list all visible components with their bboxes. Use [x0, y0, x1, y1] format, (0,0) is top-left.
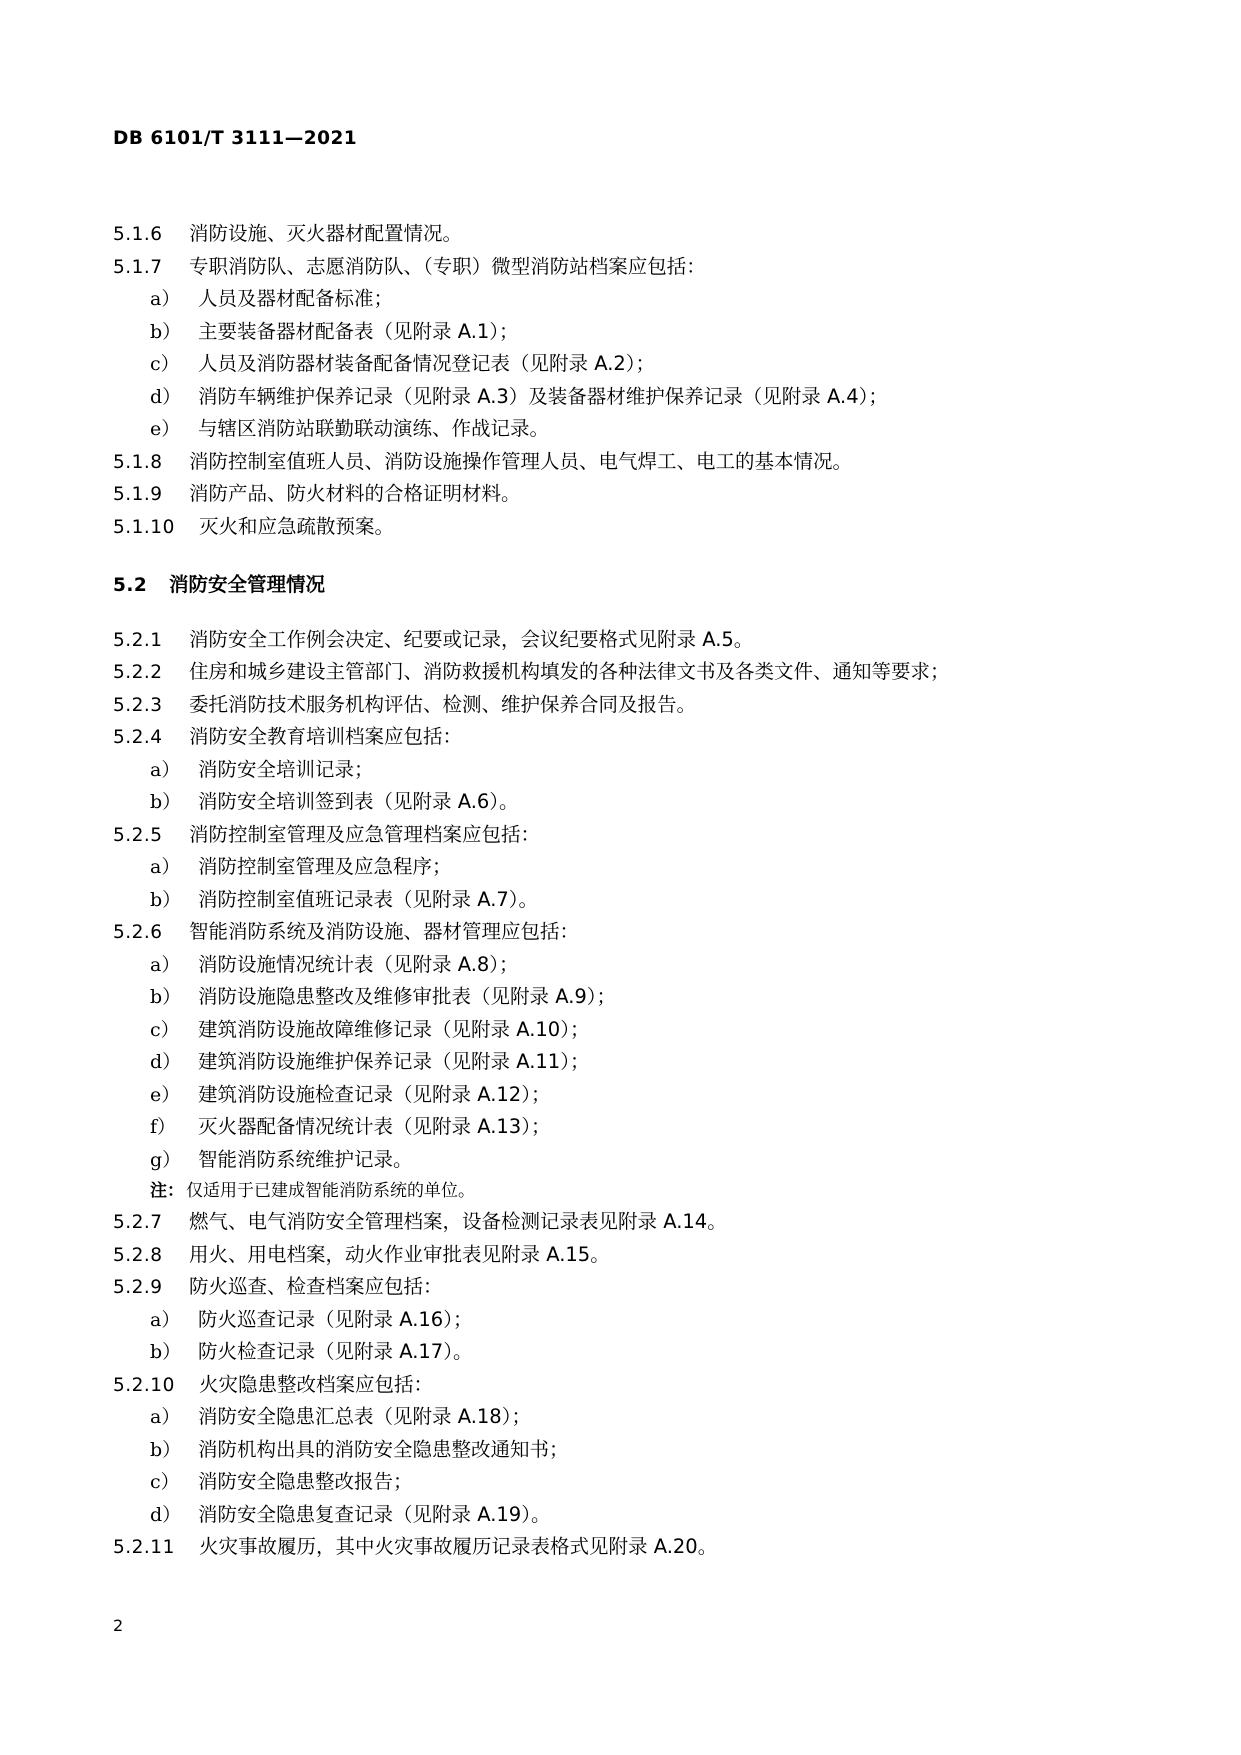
sub-item-label: b） [150, 320, 182, 343]
sub-item-text: 消防控制室值班记录表（见附录 A.7）。 [198, 887, 539, 911]
clause-number: 5.2.8 [113, 1244, 163, 1266]
clause-text: 火灾事故履历，其中火灾事故履历记录表格式见附录 A.20。 [199, 1535, 718, 1558]
clause-text: 消防控制室值班人员、消防设施操作管理人员、电气焊工、电工的基本情况。 [189, 449, 853, 473]
sub-item-text: 消防安全培训签到表（见附录 A.6）。 [198, 790, 519, 813]
clause-text: 消防产品、防火材料的合格证明材料。 [189, 482, 521, 505]
clause-text: 委托消防技术服务机构评估、检测、维护保养合同及报告。 [189, 692, 697, 716]
clause-number: 5.1.6 [113, 224, 163, 245]
sub-item-text: 建筑消防设施维护保养记录（见附录 A.11）； [198, 1050, 590, 1073]
clause-line [113, 478, 1133, 511]
clause-line [113, 1206, 1133, 1239]
sub-item-text: 建筑消防设施检查记录（见附录 A.12）； [198, 1082, 551, 1106]
sub-item [113, 851, 1133, 884]
sub-item-text: 消防设施隐患整改及维修审批表（见附录 A.9）； [198, 985, 617, 1008]
sub-item-text: 与辖区消防站联勤联动演练、作战记录。 [198, 417, 550, 440]
note-label: 注： [150, 1181, 184, 1201]
section-title: 消防安全管理情况 [169, 573, 326, 596]
sub-item [113, 1401, 1133, 1434]
sub-item-text: 主要装备器材配备表（见附录 A.1）； [198, 319, 519, 343]
sub-item [113, 1144, 1133, 1177]
clause-line [113, 1369, 1133, 1402]
clause-number: 5.1.9 [113, 484, 163, 505]
sub-item [113, 1304, 1133, 1337]
sub-item-label: b） [150, 1341, 182, 1363]
sub-item [113, 1466, 1133, 1499]
clause-number: 5.2.5 [113, 824, 163, 846]
sub-item-label: e） [150, 418, 181, 440]
sub-item-text: 消防车辆维护保养记录（见附录 A.3）及装备器材维护保养记录（见附录 A.4）； [198, 384, 888, 408]
clause-number: 5.1.8 [113, 451, 163, 473]
clause-text: 消防设施、灭火器材配置情况。 [189, 222, 463, 245]
clause-text: 智能消防系统及消防设施、器材管理应包括： [189, 920, 580, 943]
sub-item [113, 1014, 1133, 1047]
clause-line [113, 1239, 1133, 1272]
sub-item [113, 1111, 1133, 1144]
sub-item-label: e） [150, 1083, 181, 1106]
sub-item-label: b） [150, 791, 182, 813]
sub-item-label: g） [150, 1148, 182, 1171]
sub-item-label: d） [150, 1503, 182, 1526]
sub-item-label: a） [150, 1406, 181, 1428]
clause-line [113, 656, 1133, 689]
sub-item [113, 1046, 1133, 1079]
clause-line [113, 511, 1133, 544]
sub-item [113, 786, 1133, 819]
sub-item-label: d） [150, 385, 182, 408]
clause-number: 5.2.6 [113, 922, 163, 943]
clause-text: 燃气、电气消防安全管理档案，设备检测记录表见附录 A.14。 [189, 1210, 727, 1233]
sub-item-text: 消防控制室管理及应急程序； [198, 855, 452, 878]
note-text: 仅适用于已建成智能消防系统的单位。 [186, 1181, 475, 1201]
clause-number: 5.2.11 [113, 1537, 175, 1558]
sub-item-text: 人员及消防器材装备配备情况登记表（见附录 A.2）； [198, 352, 656, 375]
sub-item [113, 1336, 1133, 1369]
page-header: DB 6101/T 3111—2021 [113, 128, 358, 149]
clause-line [113, 218, 1133, 251]
sub-item-label: b） [150, 986, 182, 1008]
sub-item [113, 949, 1133, 982]
sub-item-label: d） [150, 1051, 182, 1073]
sub-item-label: a） [150, 1308, 181, 1331]
sub-item-label: b） [150, 888, 182, 911]
sub-item-label: f） [150, 1116, 177, 1138]
sub-item-text: 消防机构出具的消防安全隐患整改通知书； [198, 1437, 569, 1461]
sub-item-label: a） [150, 288, 181, 310]
clause-text: 灭火和应急疏散预案。 [199, 514, 395, 538]
sub-item [113, 754, 1133, 787]
clause-text: 消防控制室管理及应急管理档案应包括： [189, 822, 541, 846]
clause-line [113, 1271, 1133, 1304]
clause-line [113, 624, 1133, 657]
sub-item-label: a） [150, 758, 181, 781]
clause-line [113, 1531, 1133, 1564]
clause-line [113, 446, 1133, 479]
sub-item-text: 防火检查记录（见附录 A.17）。 [198, 1340, 473, 1363]
sub-item-label: c） [150, 353, 180, 375]
clause-line [113, 251, 1133, 284]
sub-item [113, 348, 1133, 381]
clause-number: 5.1.7 [113, 256, 163, 278]
clause-number: 5.2.1 [113, 629, 163, 651]
clause-text: 专职消防队、志愿消防队、（专职）微型消防站档案应包括： [189, 254, 706, 278]
sub-item-text: 防火巡查记录（见附录 A.16）； [198, 1307, 473, 1331]
clause-text: 住房和城乡建设主管部门、消防救援机构填发的各种法律文书及各类文件、通知等要求； [189, 660, 950, 683]
sub-item [113, 381, 1133, 414]
sub-item [113, 1499, 1133, 1532]
clause-text: 消防安全教育培训档案应包括： [189, 725, 463, 748]
sub-item-label: c） [150, 1018, 180, 1041]
sub-item-text: 消防安全隐患汇总表（见附录 A.18）； [198, 1405, 531, 1428]
sub-item [113, 413, 1133, 446]
clause-text: 用火、用电档案，动火作业审批表见附录 A.15。 [189, 1242, 610, 1266]
sub-item-text: 消防安全隐患整改报告； [198, 1470, 413, 1493]
document-body [113, 218, 1133, 1564]
sub-item-text: 消防设施情况统计表（见附录 A.8）； [198, 952, 519, 976]
clause-line [113, 819, 1133, 852]
sub-item [113, 1079, 1133, 1112]
section-number: 5.2 [113, 575, 148, 596]
sub-item [113, 1434, 1133, 1467]
sub-item-text: 建筑消防设施故障维修记录（见附录 A.10）； [198, 1017, 590, 1041]
clause-number: 5.2.4 [113, 727, 163, 748]
clause-number: 5.1.10 [113, 516, 175, 538]
sub-item [113, 884, 1133, 917]
sub-item [113, 283, 1133, 316]
section-heading [113, 569, 1133, 602]
note-line [113, 1176, 1133, 1206]
clause-number: 5.2.9 [113, 1277, 163, 1298]
sub-item-label: a） [150, 953, 181, 976]
sub-item-text: 灭火器配备情况统计表（见附录 A.13）； [198, 1115, 551, 1138]
sub-item-text: 智能消防系统维护记录。 [198, 1147, 413, 1171]
clause-text: 消防安全工作例会决定、纪要或记录，会议纪要格式见附录 A.5。 [189, 627, 754, 651]
clause-text: 防火巡查、检查档案应包括： [189, 1275, 443, 1298]
sub-item-text: 消防安全培训记录； [198, 757, 374, 781]
sub-item-text: 人员及器材配备标准； [198, 287, 394, 310]
clause-number: 5.2.3 [113, 694, 163, 716]
clause-number: 5.2.7 [113, 1212, 163, 1233]
clause-line [113, 916, 1133, 949]
clause-line [113, 689, 1133, 722]
sub-item-label: a） [150, 856, 181, 878]
clause-number: 5.2.2 [113, 662, 163, 683]
sub-item-label: c） [150, 1471, 180, 1493]
clause-number: 5.2.10 [113, 1374, 175, 1396]
clause-line [113, 721, 1133, 754]
clause-text: 火灾隐患整改档案应包括： [199, 1372, 434, 1396]
sub-item-label: b） [150, 1438, 182, 1461]
sub-item [113, 981, 1133, 1014]
sub-item [113, 316, 1133, 349]
sub-item-text: 消防安全隐患复查记录（见附录 A.19）。 [198, 1502, 551, 1526]
page-number: 2 [113, 1616, 124, 1635]
